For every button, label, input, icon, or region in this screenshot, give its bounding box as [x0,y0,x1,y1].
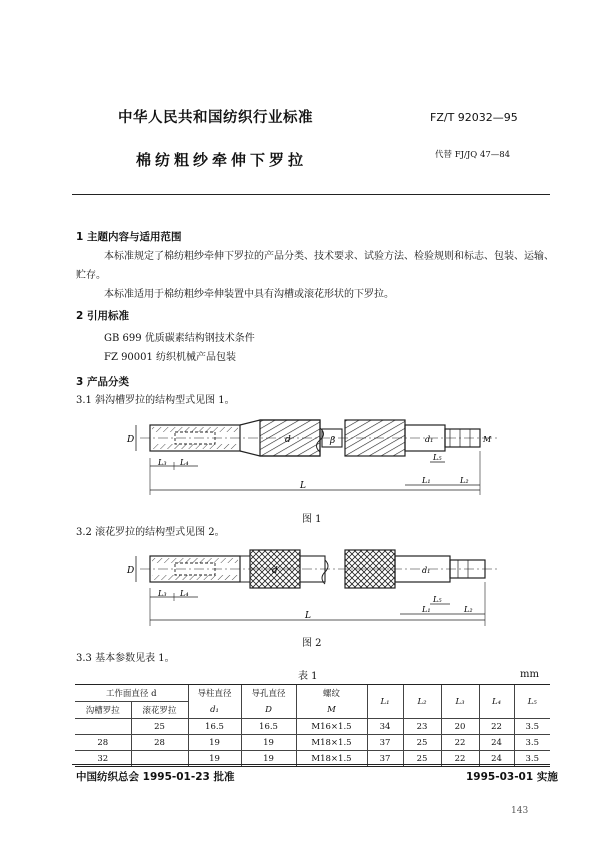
cell: M16×1.5 [296,719,367,735]
standard-code: FZ/T 92032—95 [430,111,518,124]
cell: 23 [403,719,441,735]
reference-gb699: GB 699 优质碳素结构钢技术条件 [104,333,255,344]
section-1-para1-line2: 贮存。 [76,270,106,281]
fig2-label-d: d [272,566,278,576]
table-unit: mm [520,669,539,680]
approval-note: 中国纺织总会 1995-01-23 批准 [76,771,235,783]
figure-1-caption: 图 1 [302,514,322,525]
th-L2: L₂ [403,685,441,719]
cell: 3.5 [514,719,550,735]
fig1-label-L: L [300,481,306,491]
cell: 37 [367,735,403,751]
figure-1-drawing [100,410,520,510]
cell: 22 [441,735,479,751]
th-work-diameter: 工作面直径 d [75,685,188,702]
cell: M18×1.5 [296,735,367,751]
cell: 19 [241,751,296,767]
th-thread: 螺纹 [296,685,367,702]
fig1-label-M: M [483,435,492,444]
cell: 34 [367,719,403,735]
fig2-label-L4: L₄ [180,589,189,598]
cell: 25 [403,751,441,767]
fig2-label-d1: d₁ [422,566,431,575]
header-rule [72,194,550,195]
fig1-label-L5: L₅ [433,453,442,462]
fig2-label-L5: L₅ [433,595,442,604]
section-1-heading: 1 主题内容与适用范围 [76,231,182,243]
cell: 19 [241,735,296,751]
cell: 19 [188,751,241,767]
fig1-label-L2: L₂ [460,476,469,485]
section-2-heading: 2 引用标准 [76,310,129,322]
section-1-para1-line1: 本标准规定了棉纺粗纱牵伸下罗拉的产品分类、技术要求、试验方法、检验规则和标志、包装、运输、 [104,251,554,262]
th-L1: L₁ [367,685,403,719]
fig1-label-d1: d₁ [425,435,434,444]
section-3-2: 3.2 滚花罗拉的结构型式见图 2。 [76,527,225,538]
fig2-label-L: L [305,611,311,621]
cell: 25 [403,735,441,751]
th-guide-symbol: d₁ [188,702,241,719]
table-row [75,735,550,751]
cell: 28 [131,735,188,751]
table-row [75,719,550,735]
table-header-row-1 [75,685,550,702]
cell: 37 [367,751,403,767]
fig1-label-L3: L₃ [158,458,167,467]
fig1-label-beta: β [330,436,336,446]
th-L5: L₅ [514,685,550,719]
th-thread-symbol: M [296,702,367,719]
section-3-1: 3.1 斜沟槽罗拉的结构型式见图 1。 [76,395,235,406]
cell: 32 [75,751,131,767]
fig1-label-d: d [285,435,291,445]
fig2-label-D: D [127,566,135,576]
fig1-label-L1: L₁ [422,476,431,485]
section-1-para2: 本标准适用于棉纺粗纱牵伸装置中具有沟槽或滚花形状的下罗拉。 [104,289,394,300]
fig2-label-L2: L₂ [464,605,473,614]
standard-name: 中华人民共和国纺织行业标准 [118,110,313,126]
cell: 3.5 [514,751,550,767]
fig1-label-L4: L₄ [180,458,189,467]
cell: 3.5 [514,735,550,751]
th-hole-symbol: D [241,702,296,719]
footer-rule [72,764,550,765]
cell: 28 [75,735,131,751]
cell: 16.5 [188,719,241,735]
th-hole-diameter: 导孔直径 [241,685,296,702]
figure-2-drawing [100,542,520,630]
cell: M18×1.5 [296,751,367,767]
cell: 24 [479,735,514,751]
document-title: 棉纺粗纱牵伸下罗拉 [136,151,308,169]
cell: 24 [479,751,514,767]
replaces-note: 代替 FJ/JQ 47—84 [435,150,511,160]
cell: 20 [441,719,479,735]
cell: 22 [441,751,479,767]
cell: 22 [479,719,514,735]
th-L4: L₄ [479,685,514,719]
cell: 16.5 [241,719,296,735]
effective-date: 1995-03-01 实施 [466,771,558,783]
page-number: 143 [511,806,529,816]
cell: 19 [188,735,241,751]
fig2-label-L3: L₃ [158,589,167,598]
fig2-label-L1: L₁ [422,605,431,614]
th-knurled-roller: 滚花罗拉 [131,702,188,719]
th-grooved-roller: 沟槽罗拉 [75,702,131,719]
th-L3: L₃ [441,685,479,719]
cell [75,719,131,735]
reference-fz90001: FZ 90001 纺织机械产品包装 [104,352,237,363]
table-title: 表 1 [298,671,318,682]
th-guide-diameter: 导柱直径 [188,685,241,702]
section-3-heading: 3 产品分类 [76,376,129,388]
section-3-3: 3.3 基本参数见表 1。 [76,653,175,664]
figure-2-caption: 图 2 [302,638,322,649]
cell: 25 [131,719,188,735]
parameter-table [75,684,550,767]
fig1-label-D: D [127,435,135,445]
